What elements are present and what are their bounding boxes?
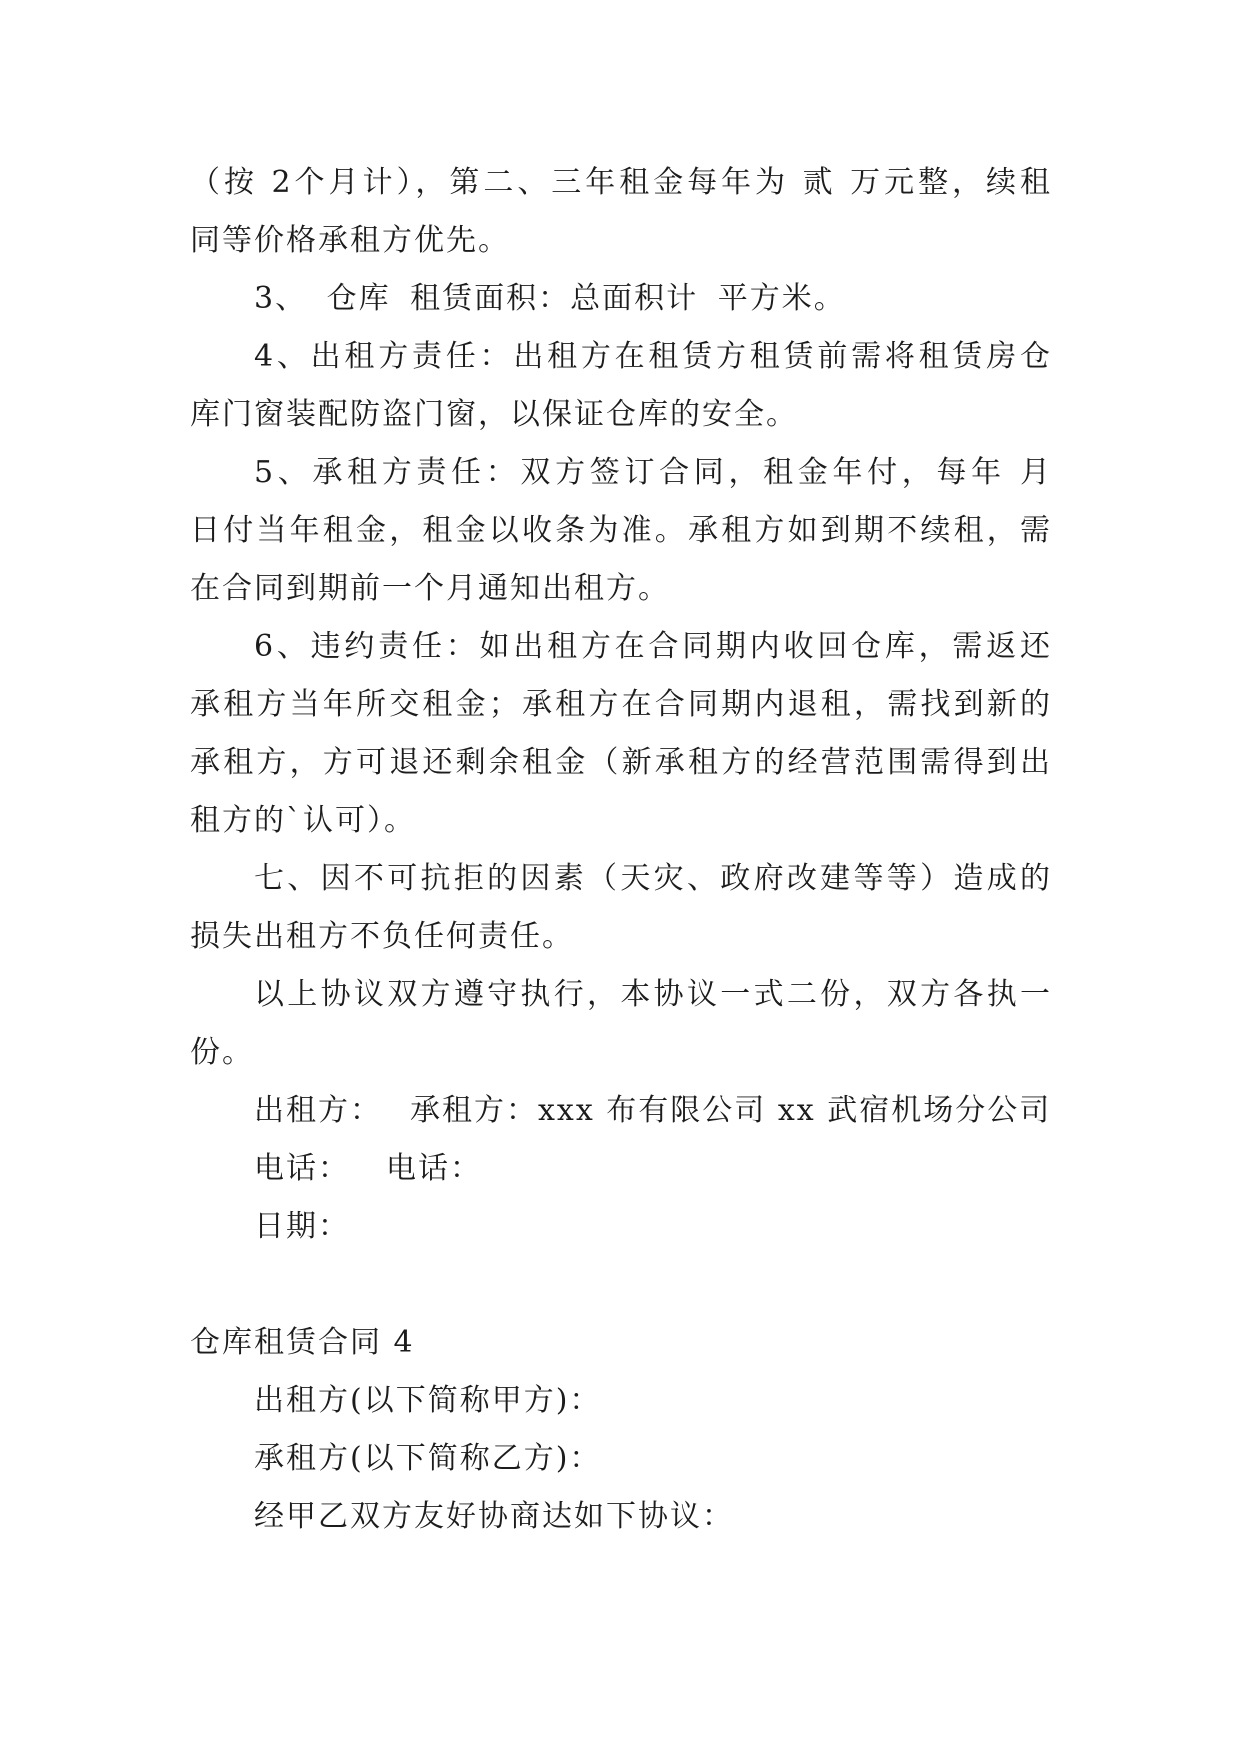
clause-2-continued-line: （按 2个月计），第二、三年租金每年为 贰 万元整，续租	[190, 165, 1052, 200]
signature-phone-row	[190, 1140, 1052, 1198]
blank-line	[190, 1256, 1052, 1314]
lessor-phone-label: 电话：	[254, 1151, 350, 1186]
clause-7-line: 损失出租方不负任何责任。	[190, 919, 574, 954]
clause-6-line: 6、违约责任：如出租方在合同期内收回仓库，需返还	[254, 629, 1052, 664]
clause-3-line: 3、 仓库 租赁面积：总面积计 平方米。	[254, 281, 846, 316]
clause-6-line: 承租方当年所交租金；承租方在合同期内退租，需找到新的	[190, 687, 1052, 722]
clause-4-line: 库门窗装配防盗门窗，以保证仓库的安全。	[190, 397, 798, 432]
clause-6-line: 租方的`认可）。	[190, 803, 416, 838]
contract-4-title: 仓库租赁合同 4	[190, 1325, 415, 1360]
lessee-signature-label: 承租方：xxx 布有限公司 xx 武宿机场分公司	[410, 1093, 1052, 1128]
contract-4-lessor: 出租方(以下简称甲方)：	[254, 1383, 602, 1418]
closing-line: 份。	[190, 1035, 254, 1070]
contract-4-agreement-intro: 经甲乙双方友好协商达如下协议：	[254, 1499, 734, 1534]
lessee-phone-label: 电话：	[386, 1151, 482, 1186]
closing-line: 以上协议双方遵守执行，本协议一式二份，双方各执一	[254, 977, 1052, 1012]
clause-7-line: 七、因不可抗拒的因素（天灾、政府改建等等）造成的	[254, 861, 1052, 896]
signature-date-label: 日期：	[254, 1209, 350, 1244]
clause-4-line: 4、出租方责任：出租方在租赁方租赁前需将租赁房仓	[254, 339, 1052, 374]
clause-6-line: 承租方，方可退还剩余租金（新承租方的经营范围需得到出	[190, 745, 1052, 780]
contract-4-lessee: 承租方(以下简称乙方)：	[254, 1441, 602, 1476]
clause-2-continued-line: 同等价格承租方优先。	[190, 223, 510, 258]
document-body	[190, 154, 1052, 1546]
clause-5-line: 日付当年租金，租金以收条为准。承租方如到期不续租，需	[190, 513, 1052, 548]
clause-5-line: 在合同到期前一个月通知出租方。	[190, 571, 670, 606]
signature-parties-row	[190, 1082, 1052, 1140]
clause-5-line: 5、承租方责任：双方签订合同，租金年付，每年 月	[254, 455, 1052, 490]
lessor-signature-label: 出租方：	[254, 1093, 382, 1128]
